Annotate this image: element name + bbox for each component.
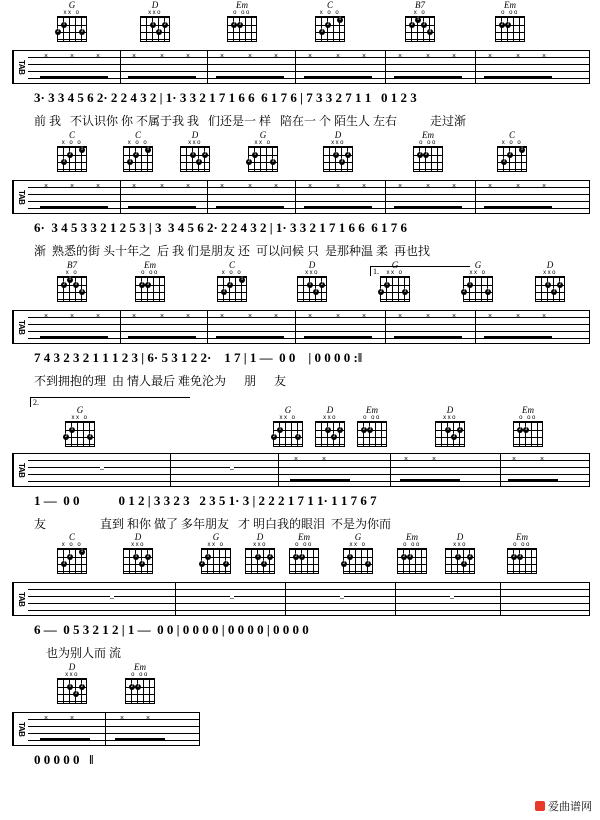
chord-open-marks: xxo [443, 415, 457, 421]
lyric-line-5 [0, 644, 600, 664]
chord-diagram-row [0, 532, 600, 578]
fretboard-grid: 2 1 3 [201, 548, 231, 574]
tab-staff-6: TAB × × × × [0, 708, 600, 752]
chord-diagram-em-2 [490, 0, 530, 42]
chord-diagram-g [60, 405, 100, 447]
tab-staff-4: TAB – – × × × × × × [0, 449, 600, 493]
chord-name: D [151, 0, 159, 10]
notation-text: 6· 3 4 5 3 3 2 1 2 5 3 | 3 3 4 5 6 2· 2 2 4 3 2 | 1· 3 3 2 1 7 1 6 6 6 1 7 6 [34, 220, 407, 235]
chord-diagram-d-2 [530, 260, 570, 302]
fretboard-grid: 1 2 3 [57, 678, 87, 704]
chord-name: C [134, 130, 141, 140]
chord-open-marks: xxo [65, 672, 79, 678]
chord-name: D [326, 405, 334, 415]
fretboard-grid: 3 2 1 [57, 146, 87, 172]
fretboard-grid: 2 3 [413, 146, 443, 172]
fretboard-grid: 2 1 3 [343, 548, 373, 574]
chord-name: Em [366, 405, 378, 415]
chord-open-marks: o oo [363, 415, 381, 421]
chord-open-marks: x o o [319, 10, 341, 16]
chord-diagram-row [0, 0, 600, 46]
chord-open-marks: xxo [543, 270, 557, 276]
fretboard-grid: 1 2 3 [435, 421, 465, 447]
chord-name: Em [134, 662, 146, 672]
numbered-notation-2 [0, 220, 600, 242]
fretboard-grid: 2 1 3 [57, 16, 87, 42]
chord-open-marks: x o [65, 270, 79, 276]
lyric-line-6 [0, 774, 600, 794]
fretboard-grid: 2 1 3 [463, 276, 493, 302]
chord-diagram-em [352, 405, 392, 447]
lyric-line-1 [0, 112, 600, 132]
chord-diagram-d [52, 662, 92, 704]
fretboard-grid: 3 2 1 [57, 548, 87, 574]
chord-open-marks: o oo [141, 270, 159, 276]
chord-open-marks: xx o [386, 270, 404, 276]
chord-name: Em [236, 0, 248, 10]
chord-name: Em [504, 0, 516, 10]
tab-staff-3: TAB × × × × × × × × × × × × × × × × × × [0, 306, 600, 350]
chord-diagram-d-2 [318, 130, 358, 172]
chord-name: Em [298, 532, 310, 542]
chord-diagram-em [408, 130, 448, 172]
chord-diagram-c [310, 0, 350, 42]
chord-open-marks: x o o [61, 542, 83, 548]
chord-name: G [391, 260, 399, 270]
fretboard-grid: 2 3 [507, 548, 537, 574]
notation-text: 0 0 0 0 0 ‖ [34, 752, 94, 767]
watermark-text: 爱曲谱网 [548, 801, 592, 813]
chord-diagram-d [310, 405, 350, 447]
lyric-text: 渐 熟悉的街 头十年之 后 我 们是朋友 还 可以问候 只 是那种温 柔 再也找 [34, 244, 431, 258]
lyric-line-2 [0, 242, 600, 262]
chord-open-marks: x o o [221, 270, 243, 276]
chord-open-marks: o oo [131, 672, 149, 678]
chord-diagram-g-2 [458, 260, 498, 302]
chord-open-marks: xx o [63, 10, 81, 16]
chord-diagram-em-2 [508, 405, 548, 447]
chord-name: C [68, 532, 75, 542]
chord-open-marks: xxo [131, 542, 145, 548]
chord-diagram-b7 [400, 0, 440, 42]
fretboard-grid: 2 1 3 [273, 421, 303, 447]
music-system-2 [0, 130, 600, 260]
chord-open-marks: o oo [295, 542, 313, 548]
chord-diagram-em [284, 532, 324, 574]
chord-diagram-b7 [52, 260, 92, 302]
fretboard-grid: 1 2 3 [180, 146, 210, 172]
staff-lines [12, 712, 200, 746]
notation-text: 1 — 0 0 0 1 2 | 3 3 2 3 2 3 5 1· 3 | 2 2 2 1 7 1 1· 1 1 7 6 7 [34, 493, 377, 508]
chord-diagram-c [52, 130, 92, 172]
chord-open-marks: x o [413, 10, 427, 16]
chord-name: C [508, 130, 515, 140]
chord-name: D [191, 130, 199, 140]
fretboard-grid: 1 2 3 [445, 548, 475, 574]
fretboard-grid: 1 2 3 [245, 548, 275, 574]
fretboard-grid: 3 2 1 [217, 276, 247, 302]
chord-diagram-g [196, 532, 236, 574]
fretboard-grid: 2 3 [125, 678, 155, 704]
fretboard-grid: 3 2 1 [497, 146, 527, 172]
fretboard-grid: 2 3 [513, 421, 543, 447]
fretboard-grid: 1 2 3 [535, 276, 565, 302]
chord-name: D [256, 532, 264, 542]
tab-staff-1: TAB × × × × × × × × × × × × × × × × × × [0, 46, 600, 90]
numbered-notation-6 [0, 752, 600, 774]
fretboard-grid: 3 2 1 [123, 146, 153, 172]
chord-open-marks: o oo [513, 542, 531, 548]
music-system-1 [0, 0, 600, 130]
chord-name: D [456, 532, 464, 542]
chord-name: G [76, 405, 84, 415]
fretboard-grid: 2 1 3 [380, 276, 410, 302]
chord-open-marks: xxo [331, 140, 345, 146]
first-ending-bracket: 1. [370, 266, 470, 276]
chord-diagram-em-3 [502, 532, 542, 574]
tab-clef-label: TAB [14, 311, 28, 343]
chord-diagram-g-2 [338, 532, 378, 574]
chord-name: D [308, 260, 316, 270]
lyric-text: 友 直到 和你 做了 多年朋友 才 明白我的眼泪 不是为你而 [34, 517, 392, 531]
chord-name: C [68, 130, 75, 140]
numbered-notation-3 [0, 350, 600, 372]
fretboard-grid: 2 3 [227, 16, 257, 42]
chord-diagram-em [120, 662, 160, 704]
second-ending-bracket: 2. [30, 397, 190, 407]
chord-open-marks: xxo [253, 542, 267, 548]
fretboard-grid: 1 2 3 [123, 548, 153, 574]
fretboard-grid: 2 3 [289, 548, 319, 574]
chord-open-marks: o oo [233, 10, 251, 16]
chord-diagram-g [52, 0, 92, 42]
tab-staff-2: TAB × × × × × × × × × × × × × × × × × × [0, 176, 600, 220]
fretboard-grid: 1 2 3 [297, 276, 327, 302]
chord-diagram-d-2 [240, 532, 280, 574]
chord-name: G [284, 405, 292, 415]
chord-diagram-em-2 [392, 532, 432, 574]
chord-name: Em [144, 260, 156, 270]
chord-diagram-d [175, 130, 215, 172]
music-system-3 [0, 260, 600, 397]
lyric-text: 不到拥抱的理 由 情人最后 难免沦为 朋 友 [34, 374, 287, 388]
numbered-notation-4 [0, 493, 600, 515]
fretboard-grid: 1 2 3 [140, 16, 170, 42]
tab-staff-5: TAB – – – – [0, 578, 600, 622]
chord-diagram-d-3 [440, 532, 480, 574]
chord-diagram-em [130, 260, 170, 302]
site-watermark [535, 798, 592, 814]
chord-name: D [546, 260, 554, 270]
chord-name: G [259, 130, 267, 140]
chord-open-marks: xxo [148, 10, 162, 16]
chord-open-marks: xxo [188, 140, 202, 146]
staff-lines [12, 453, 590, 487]
chord-open-marks: xxo [323, 415, 337, 421]
chord-name: Em [406, 532, 418, 542]
fretboard-grid: 2 1 3 4 [57, 276, 87, 302]
chord-name: B7 [415, 0, 425, 10]
chord-name: D [68, 662, 76, 672]
fretboard-grid: 2 1 3 4 [405, 16, 435, 42]
notation-text: 7 4 3 2 3 2 1 1 1 2 3 | 6· 5 3 1 2 2· 1 7 | 1 — 0 0 | 0 0 0 0 :‖ [34, 350, 363, 365]
chord-diagram-row [0, 130, 600, 176]
chord-diagram-c-2 [118, 130, 158, 172]
tab-clef-label: TAB [14, 713, 28, 745]
tab-clef-label: TAB [14, 583, 28, 615]
chord-diagram-c [52, 532, 92, 574]
chord-diagram-c-3 [492, 130, 532, 172]
chord-name: G [68, 0, 76, 10]
chord-open-marks: xx o [207, 542, 225, 548]
music-system-4 [0, 397, 600, 532]
chord-open-marks: o oo [403, 542, 421, 548]
fretboard-grid: 2 3 [357, 421, 387, 447]
chord-diagram-em [222, 0, 262, 42]
chord-name: G [474, 260, 482, 270]
chord-name: D [334, 130, 342, 140]
chord-open-marks: xxo [305, 270, 319, 276]
chord-diagram-row [0, 397, 600, 449]
fretboard-grid: 1 2 3 [315, 421, 345, 447]
chord-diagram-d [135, 0, 175, 42]
chord-name: B7 [67, 260, 77, 270]
lyric-text: 前 我 不认识你 你 不属于我 我 们还是一 样 陪在一 个 陌生人 左右 走过渐 [34, 114, 467, 128]
staff-lines [12, 582, 590, 616]
chord-open-marks: x o o [61, 140, 83, 146]
chord-name: D [134, 532, 142, 542]
fretboard-grid: 2 3 [495, 16, 525, 42]
chord-name: Em [522, 405, 534, 415]
chord-open-marks: o oo [519, 415, 537, 421]
chord-name: C [326, 0, 333, 10]
chord-open-marks: o oo [419, 140, 437, 146]
lyric-text: 也为别人而 流 [34, 646, 122, 660]
chord-diagram-d-2 [430, 405, 470, 447]
fretboard-grid: 2 3 [135, 276, 165, 302]
lyric-line-3 [0, 372, 600, 392]
chord-open-marks: xx o [279, 415, 297, 421]
fretboard-grid: 2 1 3 [65, 421, 95, 447]
chord-name: D [446, 405, 454, 415]
fretboard-grid: 1 2 3 [323, 146, 353, 172]
chord-open-marks: x o o [501, 140, 523, 146]
numbered-notation-1 [0, 90, 600, 112]
notation-text: 6 — 0 5 3 2 1 2 | 1 — 0 0 | 0 0 0 0 | 0 0 0 0 | 0 0 0 0 [34, 622, 309, 637]
chord-open-marks: xxo [453, 542, 467, 548]
chord-name: Em [516, 532, 528, 542]
chord-diagram-d [292, 260, 332, 302]
chord-diagram-row [0, 260, 600, 306]
tab-clef-label: TAB [14, 454, 28, 486]
chord-open-marks: xx o [71, 415, 89, 421]
fretboard-grid: 2 1 3 [248, 146, 278, 172]
chord-diagram-row [0, 662, 600, 708]
music-system-6 [0, 662, 600, 772]
music-note-icon [535, 801, 545, 811]
tab-clef-label: TAB [14, 181, 28, 213]
chord-diagram-d [118, 532, 158, 574]
tab-clef-label: TAB [14, 51, 28, 83]
chord-diagram-c [212, 260, 252, 302]
chord-name: C [228, 260, 235, 270]
chord-open-marks: x o o [127, 140, 149, 146]
chord-diagram-g [243, 130, 283, 172]
notation-text: 3· 3 3 4 5 6 2· 2 2 4 3 2 | 1· 3 3 2 1 7 1 6 6 6 1 7 6 | 7 3 3 2 7 1 1 0 1 2 3 [34, 90, 417, 105]
chord-name: G [354, 532, 362, 542]
fretboard-grid: 2 3 [397, 548, 427, 574]
fretboard-grid: 3 2 1 [315, 16, 345, 42]
chord-open-marks: xx o [254, 140, 272, 146]
chord-diagram-g-2 [268, 405, 308, 447]
chord-name: G [212, 532, 220, 542]
chord-open-marks: xx o [349, 542, 367, 548]
music-system-5 [0, 532, 600, 662]
chord-diagram-g [375, 260, 415, 302]
chord-open-marks: xx o [469, 270, 487, 276]
numbered-notation-5 [0, 622, 600, 644]
chord-open-marks: o oo [501, 10, 519, 16]
chord-name: Em [422, 130, 434, 140]
